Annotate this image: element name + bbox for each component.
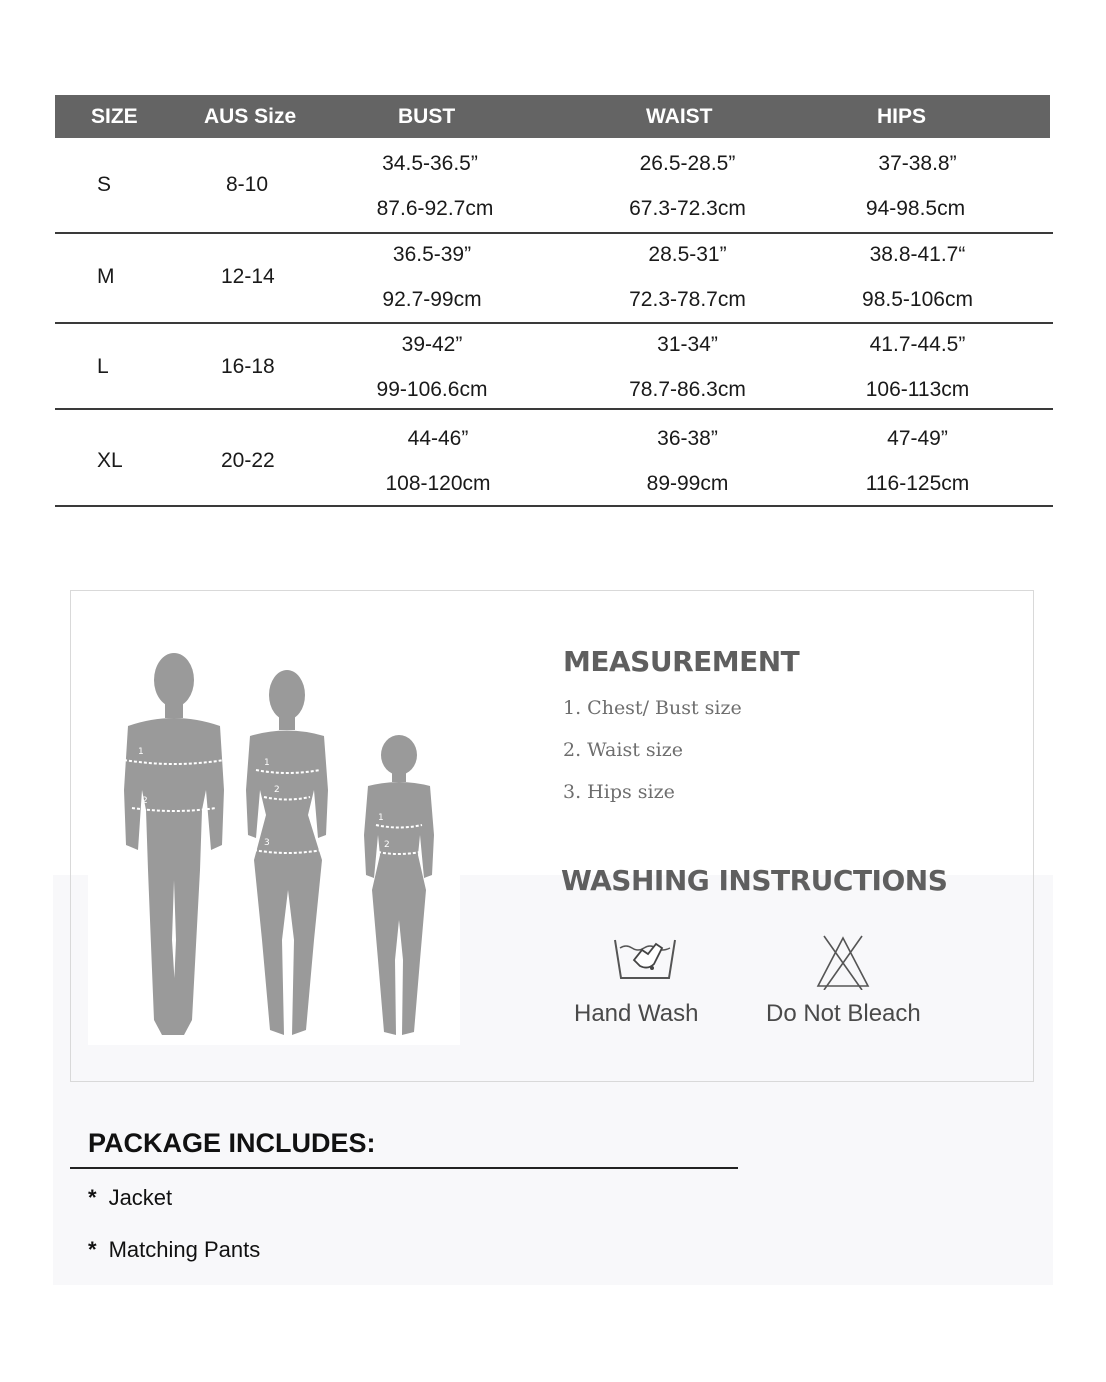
aus-cell: 16-18 <box>221 355 275 378</box>
header-size: SIZE <box>91 105 138 128</box>
hand-wash-icon <box>612 934 678 984</box>
header-hips: HIPS <box>877 105 927 128</box>
table-row <box>55 138 1053 234</box>
size-chart-table <box>55 95 1050 495</box>
header-aus-size: AUS Size <box>204 105 297 128</box>
bust-in-cell: 44-46” <box>407 427 469 450</box>
bullet: * <box>88 1185 97 1210</box>
package-title: PACKAGE INCLUDES: <box>88 1128 376 1158</box>
hips-in-cell: 37-38.8” <box>878 152 957 175</box>
size-table-header <box>55 95 1050 138</box>
measurement-title: MEASUREMENT <box>563 645 800 678</box>
aus-cell: 8-10 <box>226 173 269 196</box>
bust-cm-cell: 87.6-92.7cm <box>376 197 494 220</box>
mark-2-woman: 2 <box>274 785 280 795</box>
mark-1-man: 1 <box>138 747 144 757</box>
measurement-item-waist: 2. Waist size <box>563 739 683 761</box>
mark-2-child: 2 <box>384 840 390 850</box>
body-figures-illustration <box>88 640 460 1045</box>
mark-2-man: 2 <box>142 796 148 806</box>
hips-in-cell: 47-49” <box>887 427 948 450</box>
size-cell: XL <box>97 449 123 472</box>
waist-cm-cell: 67.3-72.3cm <box>629 197 746 220</box>
washing-title: WASHING INSTRUCTIONS <box>561 864 948 897</box>
waist-in-cell: 26.5-28.5” <box>639 152 736 175</box>
hips-cm-cell: 94-98.5cm <box>865 197 966 220</box>
hips-in-cell: 38.8-41.7“ <box>869 243 966 266</box>
table-row <box>55 410 1053 507</box>
hand-wash-label: Hand Wash <box>574 1000 699 1027</box>
package-item-label: Matching Pants <box>108 1237 261 1262</box>
mark-3-woman: 3 <box>264 838 270 848</box>
waist-in-cell: 36-38” <box>657 427 718 450</box>
size-cell: L <box>97 355 109 378</box>
bust-cm-cell: 92.7-99cm <box>382 288 482 311</box>
bust-in-cell: 36.5-39” <box>392 243 472 266</box>
waist-cm-cell: 89-99cm <box>646 472 729 495</box>
header-waist: WAIST <box>646 105 713 128</box>
bust-cm-cell: 108-120cm <box>385 472 491 495</box>
measurement-item-hips: 3. Hips size <box>563 781 675 803</box>
aus-cell: 12-14 <box>221 265 275 288</box>
table-row <box>55 324 1053 410</box>
mark-1-child: 1 <box>378 813 384 823</box>
bust-cm-cell: 99-106.6cm <box>376 378 488 401</box>
package-item <box>88 1237 260 1263</box>
package-item-label: Jacket <box>108 1185 173 1210</box>
hips-cm-cell: 98.5-106cm <box>862 288 973 311</box>
aus-cell: 20-22 <box>221 449 275 472</box>
do-not-bleach-icon <box>814 934 872 990</box>
hips-cm-cell: 106-113cm <box>865 378 970 401</box>
size-cell: S <box>97 173 112 196</box>
table-row <box>55 234 1053 324</box>
waist-in-cell: 31-34” <box>657 333 718 356</box>
package-divider <box>70 1167 738 1169</box>
waist-in-cell: 28.5-31” <box>648 243 727 266</box>
hips-cm-cell: 116-125cm <box>865 472 970 495</box>
waist-cm-cell: 72.3-78.7cm <box>629 288 746 311</box>
hips-in-cell: 41.7-44.5” <box>869 333 966 356</box>
package-item <box>88 1185 172 1211</box>
waist-cm-cell: 78.7-86.3cm <box>629 378 746 401</box>
size-cell: M <box>97 265 115 288</box>
bust-in-cell: 39-42” <box>401 333 463 356</box>
measurement-item-bust: 1. Chest/ Bust size <box>563 697 742 719</box>
bullet: * <box>88 1237 97 1262</box>
do-not-bleach-label: Do Not Bleach <box>766 1000 921 1027</box>
bust-in-cell: 34.5-36.5” <box>382 152 478 175</box>
header-bust: BUST <box>398 105 456 128</box>
mark-1-woman: 1 <box>264 758 270 768</box>
